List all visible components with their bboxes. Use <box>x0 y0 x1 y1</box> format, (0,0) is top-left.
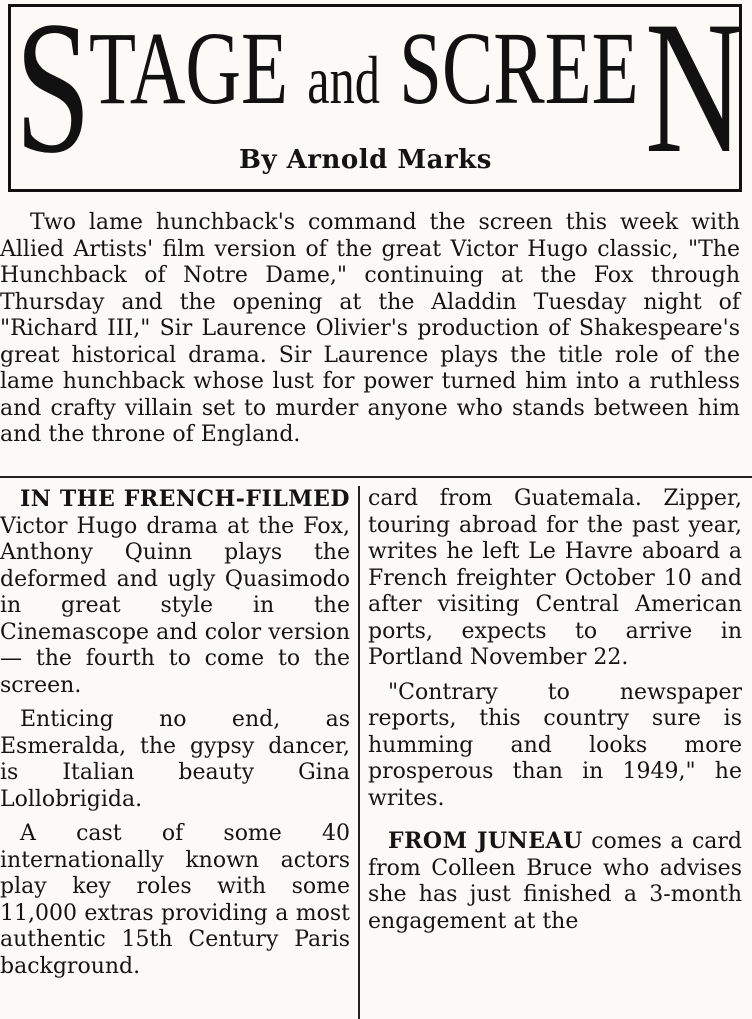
left-paragraph-1 <box>0 486 350 699</box>
column-rule <box>358 486 360 1019</box>
masthead <box>8 0 744 193</box>
left-p1-body: Victor Hugo drama at the Fox, Anthony Quinn plays the deformed and ugly Quasimodo in great style in the Cinemascope and color version — the fourth to come to the screen. <box>0 513 350 698</box>
right-paragraph-3 <box>368 828 742 935</box>
right-p3-body: comes a card from Colleen Bruce who advises she has just finished a 3-month engagement at the <box>368 829 742 934</box>
right-column <box>368 486 742 943</box>
masthead-and: and <box>307 42 380 118</box>
left-paragraph-3: A cast of some 40 internationally known actors play key roles with some 11,000 extras providing a most authentic 15th Century Paris background. <box>0 821 350 979</box>
left-column <box>0 486 350 988</box>
masthead-title <box>89 11 639 126</box>
right-paragraph-2: "Contrary to newspaper reports, this country sure is humming and looks more prosperous than in 1949," he writes. <box>368 679 742 811</box>
masthead-final-n: N <box>645 0 744 193</box>
masthead-screen: SCREE <box>399 11 639 126</box>
masthead-initial-s: S <box>15 0 92 193</box>
right-paragraph-1: card from Guatemala. Zipper, touring abroad for the past year, writes he left Le Havre aboard a French freighter October 10 and after visiting Central American ports, expects to arrive in Portland November 22. <box>368 486 742 670</box>
horizontal-rule <box>0 476 752 478</box>
masthead-stage: TAGE <box>89 11 289 126</box>
left-paragraph-2: Enticing no end, as Esmeralda, the gypsy dancer, is Italian beauty Gina Lollobrigida. <box>0 707 350 812</box>
right-p3-caps: FROM JUNEAU <box>388 828 583 854</box>
lead-paragraph: Two lame hunchback's command the screen this week with Allied Artists' film version of the great Victor Hugo classic, "The Hunchback of Notre Dame," continuing at the Fox through Thursday and the opening at the Aladdin Tuesday night of "Richard III," Sir Laurence Olivier's production of Shakespeare's great historical drama. Sir Laurence plays the title role of the lame hunchback whose lust for power turned him into a ruthless and crafty villain set to murder anyone who stands between him and the throne of England. <box>0 210 740 447</box>
left-p1-caps: IN THE FRENCH-FILMED <box>20 486 350 512</box>
byline: By Arnold Marks <box>239 145 492 175</box>
